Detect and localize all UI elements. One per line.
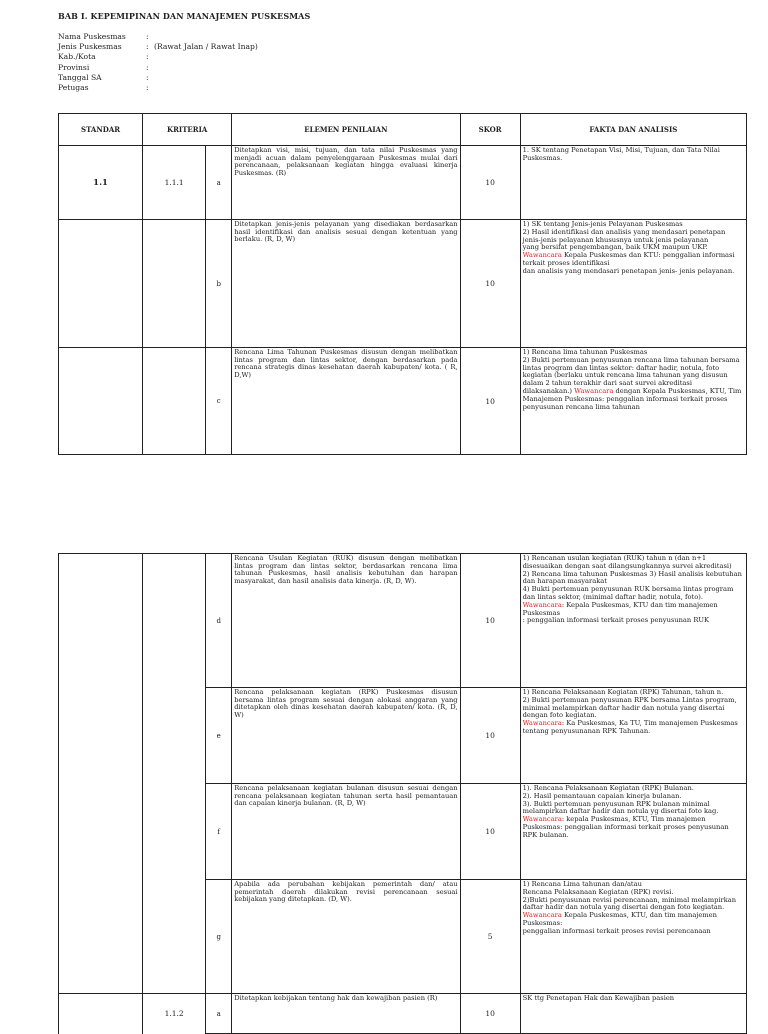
standar-cell bbox=[59, 348, 143, 455]
score-cell: 10 bbox=[460, 348, 520, 455]
element-letter: e bbox=[206, 688, 232, 784]
info-row-petugas: Petugas : bbox=[58, 83, 149, 93]
table-row bbox=[59, 880, 747, 994]
fakta-line: 1) Rencana lima tahunan Puskesmas bbox=[522, 348, 648, 356]
element-letter: g bbox=[206, 880, 232, 994]
table-row bbox=[59, 220, 747, 348]
info-label: Petugas bbox=[58, 83, 89, 93]
kriteria-cell bbox=[143, 554, 206, 688]
table-row bbox=[59, 348, 747, 455]
fakta-line: dan analisis yang mendasari penetapan jenis- jenis pelayanan. bbox=[522, 266, 735, 275]
standar-cell bbox=[59, 994, 143, 1034]
interview-keyword: Wawancara bbox=[522, 251, 562, 260]
score-cell: 5 bbox=[460, 880, 520, 994]
header-standar: STANDAR bbox=[59, 114, 143, 146]
fakta-line: 1) Rencanan usulan kegiatan (RUK) tahun n (dan n+1 disesuaikan dengan saat dilangsungkannya survei akreditasi) bbox=[522, 554, 732, 570]
element-text: Ditetapkan visi, misi, tujuan, dan tata nilai Puskesmas yang menjadi acuan dalam penyelenggaraan Puskesmas mulai dari perencanaan, pelaksanaan kegiatan hingga evaluasi kinerja Puskesmas. (R) bbox=[232, 146, 460, 220]
element-letter: f bbox=[206, 784, 232, 880]
element-text: Rencana pelaksanaan kegiatan bulanan disusun sesuai dengan rencana pelaksanaan kegiatan tahunan serta hasil pemantauan dan capaian kinerja bulanan. (R, D, W) bbox=[232, 784, 460, 880]
fakta-interview-line: 4) Bukti pertemuan penyusunan RUK bersama lintas program dan lintas sektor, (minimal daftar hadir, notula, foto). Wawancara: Kepala Puskesmas, KTU dan tim manajemen Puskesmas bbox=[522, 585, 734, 617]
info-value: (Rawat Jalan / Rawat Inap) bbox=[154, 42, 258, 52]
fakta-interview-line: Wawancara: Ka Puskesmas, Ka TU, Tim manajemen Puskesmas tentang penyusunanan RPK Tahunan. bbox=[522, 719, 738, 735]
element-text: Ditetapkan jenis-jenis pelayanan yang disediakan berdasarkan hasil identifikasi dan analisis sesuai dengan ketentuan yang berlaku. (R, D, W) bbox=[232, 220, 460, 348]
kriteria-cell bbox=[143, 880, 206, 994]
fakta-line: 1) SK tentang Jenis-jenis Pelayanan Puskesmas bbox=[522, 220, 683, 228]
interview-keyword: Wawancara bbox=[522, 600, 562, 609]
fakta-cell bbox=[520, 880, 746, 994]
fakta-line: SK ttg Penetapan Hak dan Kewajiban pasien bbox=[522, 994, 675, 1002]
score-cell: 10 bbox=[460, 220, 520, 348]
info-row-kabkota: Kab./Kota : bbox=[58, 52, 149, 62]
element-letter: c bbox=[206, 348, 232, 455]
table-row bbox=[59, 784, 747, 880]
element-letter: a bbox=[206, 994, 232, 1034]
header-skor: SKOR bbox=[460, 114, 520, 146]
fakta-cell bbox=[520, 348, 746, 455]
info-label: Provinsi bbox=[58, 62, 90, 72]
info-label: Jenis Puskesmas bbox=[58, 42, 122, 52]
info-row-tanggal: Tanggal SA : bbox=[58, 72, 149, 82]
info-row-provinsi: Provinsi : bbox=[58, 62, 149, 72]
fakta-line: penggalian informasi terkait proses revisi perencanaan bbox=[522, 926, 711, 935]
fakta-line: 2) Bukti pertemuan penyusunan RPK bersama Lintas program, minimal melampirkan daftar hadir dan notula yang disertai dengan foto kegiatan. bbox=[522, 695, 737, 720]
interview-keyword: Wawancara bbox=[522, 815, 562, 824]
fakta-interview-line: Wawancara: kepala Puskesmas, KTU, Tim manajemen Puskesmas: penggalian informasi terkait proses penyusunan RPK bulanan. bbox=[522, 815, 729, 839]
score-cell: 10 bbox=[460, 688, 520, 784]
info-row-nama: Nama Puskesmas : bbox=[58, 32, 149, 41]
interview-keyword: Wawancara bbox=[522, 911, 562, 920]
table-row bbox=[59, 688, 747, 784]
score-cell: 10 bbox=[460, 554, 520, 688]
header-elemen: ELEMEN PENILAIAN bbox=[232, 114, 460, 146]
fakta-interview-line: dilaksanakan.) Wawancara dengan Kepala Puskesmas, KTU, Tim Manajemen Puskesmas: penggalian informasi terkait proses penyusunan rencana lima tahunan bbox=[522, 386, 742, 411]
info-row-jenis: Jenis Puskesmas : (Rawat Jalan / Rawat Inap) bbox=[58, 42, 258, 52]
kriteria-cell bbox=[143, 688, 206, 784]
fakta-cell bbox=[520, 554, 746, 688]
standar-cell bbox=[59, 784, 143, 880]
standar-cell bbox=[59, 880, 143, 994]
fakta-line: 1) Rencana Pelaksanaan Kegiatan (RPK) Tahunan, tahun n. bbox=[522, 688, 724, 696]
standar-cell bbox=[59, 220, 143, 348]
kriteria-cell bbox=[143, 784, 206, 880]
table-row bbox=[59, 994, 747, 1034]
kriteria-cell bbox=[143, 220, 206, 348]
interview-keyword: Wawancara bbox=[574, 386, 614, 395]
standar-cell bbox=[59, 688, 143, 784]
kriteria-cell: 1.1.1 bbox=[143, 146, 206, 220]
element-letter: b bbox=[206, 220, 232, 348]
standar-cell: 1.1 bbox=[59, 146, 143, 220]
header-kriteria: KRITERIA bbox=[143, 114, 232, 146]
info-label: Kab./Kota bbox=[58, 52, 96, 62]
fakta-cell bbox=[520, 146, 746, 220]
element-text: Rencana Usulan Kegiatan (RUK) disusun dengan melibatkan lintas program dan lintas sektor, berdasarkan rencana lima tahunan Puskesmas, hasil analisis kebutuhan dan harapan masyarakat, dan hasil analisis data kinerja. (R, D, W). bbox=[232, 554, 460, 688]
score-cell: 10 bbox=[460, 994, 520, 1034]
fakta-line: yang bersifat pengembangan, baik UKM maupun UKP. bbox=[522, 243, 708, 252]
table-row bbox=[59, 554, 747, 688]
element-letter: d bbox=[206, 554, 232, 688]
fakta-line: 1. SK tentang Penetapan Visi, Misi, Tujuan, dan Tata Nilai Puskesmas. bbox=[522, 146, 720, 162]
element-text: Rencana pelaksanaan kegiatan (RPK) Puskesmas disusun bersama lintas program sesuai dengan alokasi anggaran yang ditetapkan oleh dinas kesehatan daerah kabupaten/ kota. (R, D, W) bbox=[232, 688, 460, 784]
fakta-cell bbox=[520, 220, 746, 348]
interview-keyword: Wawancara bbox=[522, 719, 562, 728]
info-label: Tanggal SA bbox=[58, 72, 102, 82]
score-cell: 10 bbox=[460, 146, 520, 220]
fakta-line: 2) Rencana lima tahunan Puskesmas 3) Hasil analisis kebutuhan dan harapan masyarakat bbox=[522, 569, 742, 586]
fakta-line: 2) Hasil identifikasi dan analisis yang mendasari penetapan jenis-jenis pelayanan khususnya untuk jenis pelayanan bbox=[522, 227, 726, 244]
fakta-line: 2)Bukti penyusunan revisi perencanaan, minimal melampirkan daftar hadir dan notula yang disertai dengan foto kegiatan. bbox=[522, 895, 737, 912]
element-text: Rencana Lima Tahunan Puskesmas disusun dengan melibatkan lintas program dan lintas sektor, dengan berdasarkan pada rencana strategis dinas kesehatan daerah kabupaten/ kota. ( R, D,W) bbox=[232, 348, 460, 455]
element-letter: a bbox=[206, 146, 232, 220]
kriteria-cell: 1.1.2 bbox=[143, 994, 206, 1034]
fakta-line: 1) Rencana Lima tahunan dan/atau bbox=[522, 880, 642, 888]
table-header-row bbox=[59, 114, 747, 146]
table-row bbox=[59, 146, 747, 220]
document-title: BAB I. KEPEMIPINAN DAN MANAJEMEN PUSKESMAS bbox=[58, 11, 311, 21]
fakta-cell bbox=[520, 688, 746, 784]
header-fakta: FAKTA DAN ANALISIS bbox=[520, 114, 746, 146]
element-text: Ditetapkan kebijakan tentang hak dan kewajiban pasien (R) bbox=[232, 994, 460, 1034]
fakta-interview-line: Wawancara Kepala Puskesmas, KTU, dan tim manajemen Puskesmas: bbox=[522, 911, 717, 927]
puskesmas-info bbox=[58, 32, 258, 93]
fakta-interview-line: Wawancara Kepala Puskesmas dan KTU: penggalian informasi terkait proses identifikasi bbox=[522, 251, 735, 267]
element-text: Apabila ada perubahan kebijakan pemerintah dan/ atau pemerintah daerah dilakukan revisi perencanaan sesuai kebijakan yang ditetapkan. (D, W). bbox=[232, 880, 460, 994]
info-label: Nama Puskesmas bbox=[58, 32, 126, 41]
fakta-line: 2). Hasil pemantauan capaian kinerja bulanan. bbox=[522, 791, 682, 800]
fakta-cell bbox=[520, 994, 746, 1034]
fakta-line: : penggalian informasi terkait proses penyusunan RUK bbox=[522, 616, 710, 625]
fakta-line: 2) Bukti pertemuan penyusunan rencana lima tahunan bersama lintas program dan lintas sektor: daftar hadir, notula, foto kegiatan (berlaku untuk rencana lima tahunan yang disusun dalam 2 tahun terakhir dari saat survei akreditasi bbox=[522, 355, 740, 388]
fakta-line: Rencana Pelaksanaan Kegiatan (RPK) revisi. bbox=[522, 887, 674, 896]
standar-cell bbox=[59, 554, 143, 688]
fakta-line: 1). Rencana Pelaksanaan Kegiatan (RPK) Bulanan. bbox=[522, 784, 694, 792]
assessment-table-1 bbox=[58, 113, 747, 455]
fakta-cell bbox=[520, 784, 746, 880]
kriteria-cell bbox=[143, 348, 206, 455]
fakta-line: 3). Bukti pertemuan penyusunan RPK bulanan minimal melampirkan daftar hadir dan notula yg disertai foto kag. bbox=[522, 799, 719, 816]
assessment-table-2 bbox=[58, 553, 747, 1034]
score-cell: 10 bbox=[460, 784, 520, 880]
